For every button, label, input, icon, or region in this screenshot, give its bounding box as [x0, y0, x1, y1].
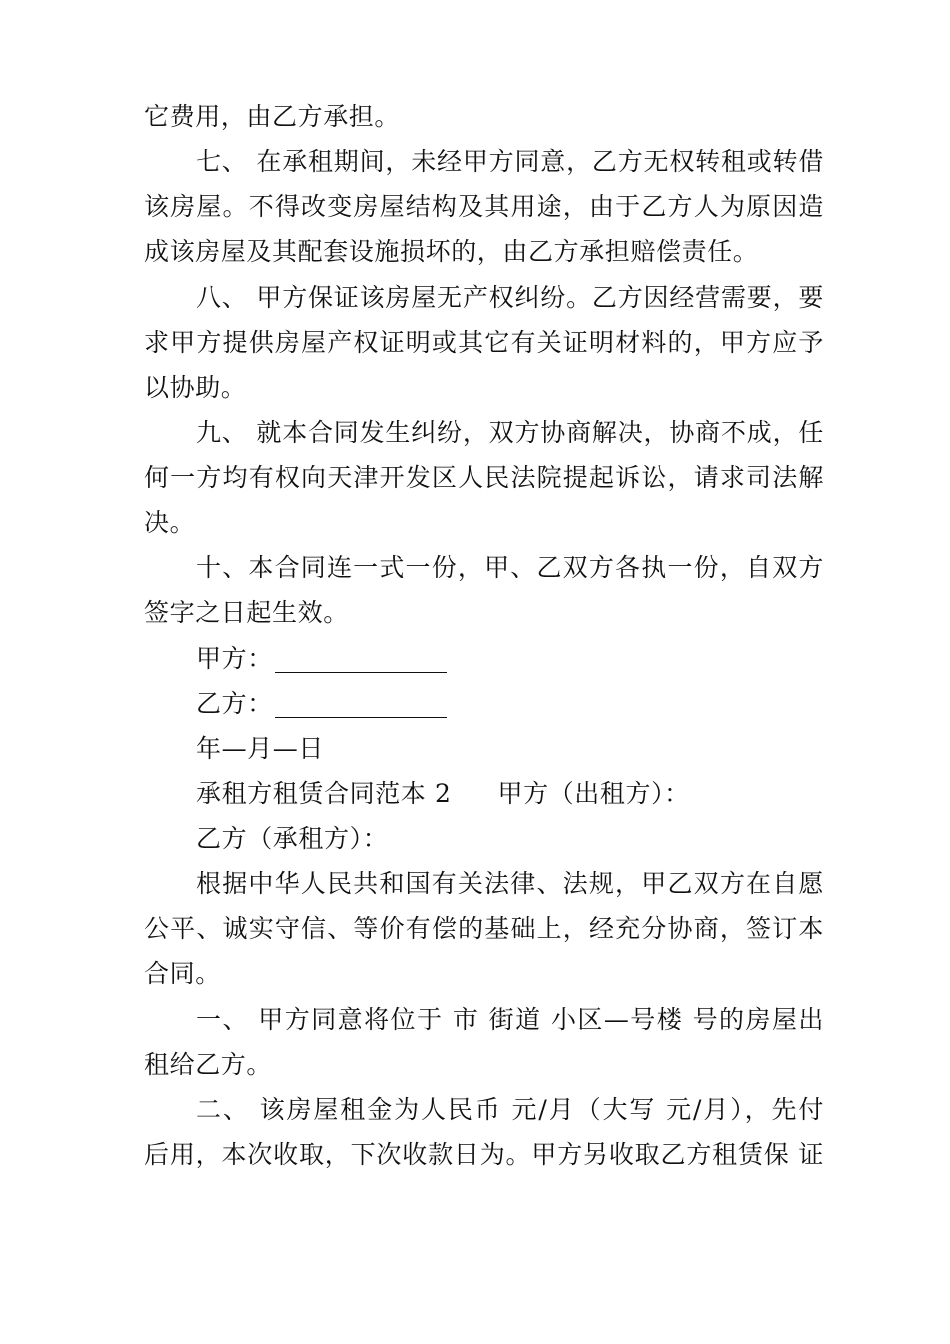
- text-line: 决。: [144, 508, 196, 537]
- party-a-signature-line: [196, 636, 447, 682]
- date-line: 年—月—日: [196, 734, 325, 763]
- text-line: 求甲方提供房屋产权证明或其它有关证明材料的，甲方应予: [144, 328, 824, 357]
- text-line: 以协助。: [144, 373, 247, 402]
- clause-one-line: 一、 甲方同意将位于 市 街道 小区—号楼 号的房屋出: [196, 1005, 824, 1034]
- party-b-label: 乙方：: [196, 689, 273, 718]
- clause-two-line: 二、 该房屋租金为人民币 元/月（大写 元/月），先付: [196, 1095, 824, 1124]
- clause-seven-line: 七、 在承租期间，未经甲方同意，乙方无权转租或转借: [196, 147, 824, 176]
- lessee-label: 乙方（承租方）：: [196, 824, 389, 853]
- lessor-label: 甲方（出租方）：: [497, 779, 690, 808]
- clause-eight-line: 八、 甲方保证该房屋无产权纠纷。乙方因经营需要，要: [196, 283, 824, 312]
- text-line: 后用，本次收取，下次收款日为。甲方另收取乙方租赁保 证: [144, 1140, 824, 1169]
- party-b-signature-line: [196, 681, 447, 727]
- template-title-line: [196, 771, 690, 817]
- party-a-label: 甲方：: [196, 644, 273, 673]
- party-a-signature-blank: [275, 644, 447, 673]
- text-line: 合同。: [144, 959, 221, 988]
- text-line: 租给乙方。: [144, 1050, 273, 1079]
- party-b-signature-blank: [275, 689, 447, 718]
- preamble-line: 根据中华人民共和国有关法律、法规，甲乙双方在自愿: [196, 869, 824, 898]
- text-line: 该房屋。不得改变房屋结构及其用途，由于乙方人为原因造: [144, 192, 824, 221]
- text-line: 公平、诚实守信、等价有偿的基础上，经充分协商，签订本: [144, 914, 824, 943]
- template-title: 承租方租赁合同范本 2: [196, 779, 452, 808]
- text-line: 它费用，由乙方承担。: [144, 102, 401, 131]
- clause-ten-line: 十、本合同连一式一份，甲、乙双方各执一份，自双方: [196, 553, 824, 582]
- text-line: 何一方均有权向天津开发区人民法院提起诉讼，请求司法解: [144, 463, 824, 492]
- clause-nine-line: 九、 就本合同发生纠纷，双方协商解决，协商不成，任: [196, 418, 824, 447]
- text-line: 成该房屋及其配套设施损坏的，由乙方承担赔偿责任。: [144, 237, 759, 266]
- text-line: 签字之日起生效。: [144, 598, 349, 627]
